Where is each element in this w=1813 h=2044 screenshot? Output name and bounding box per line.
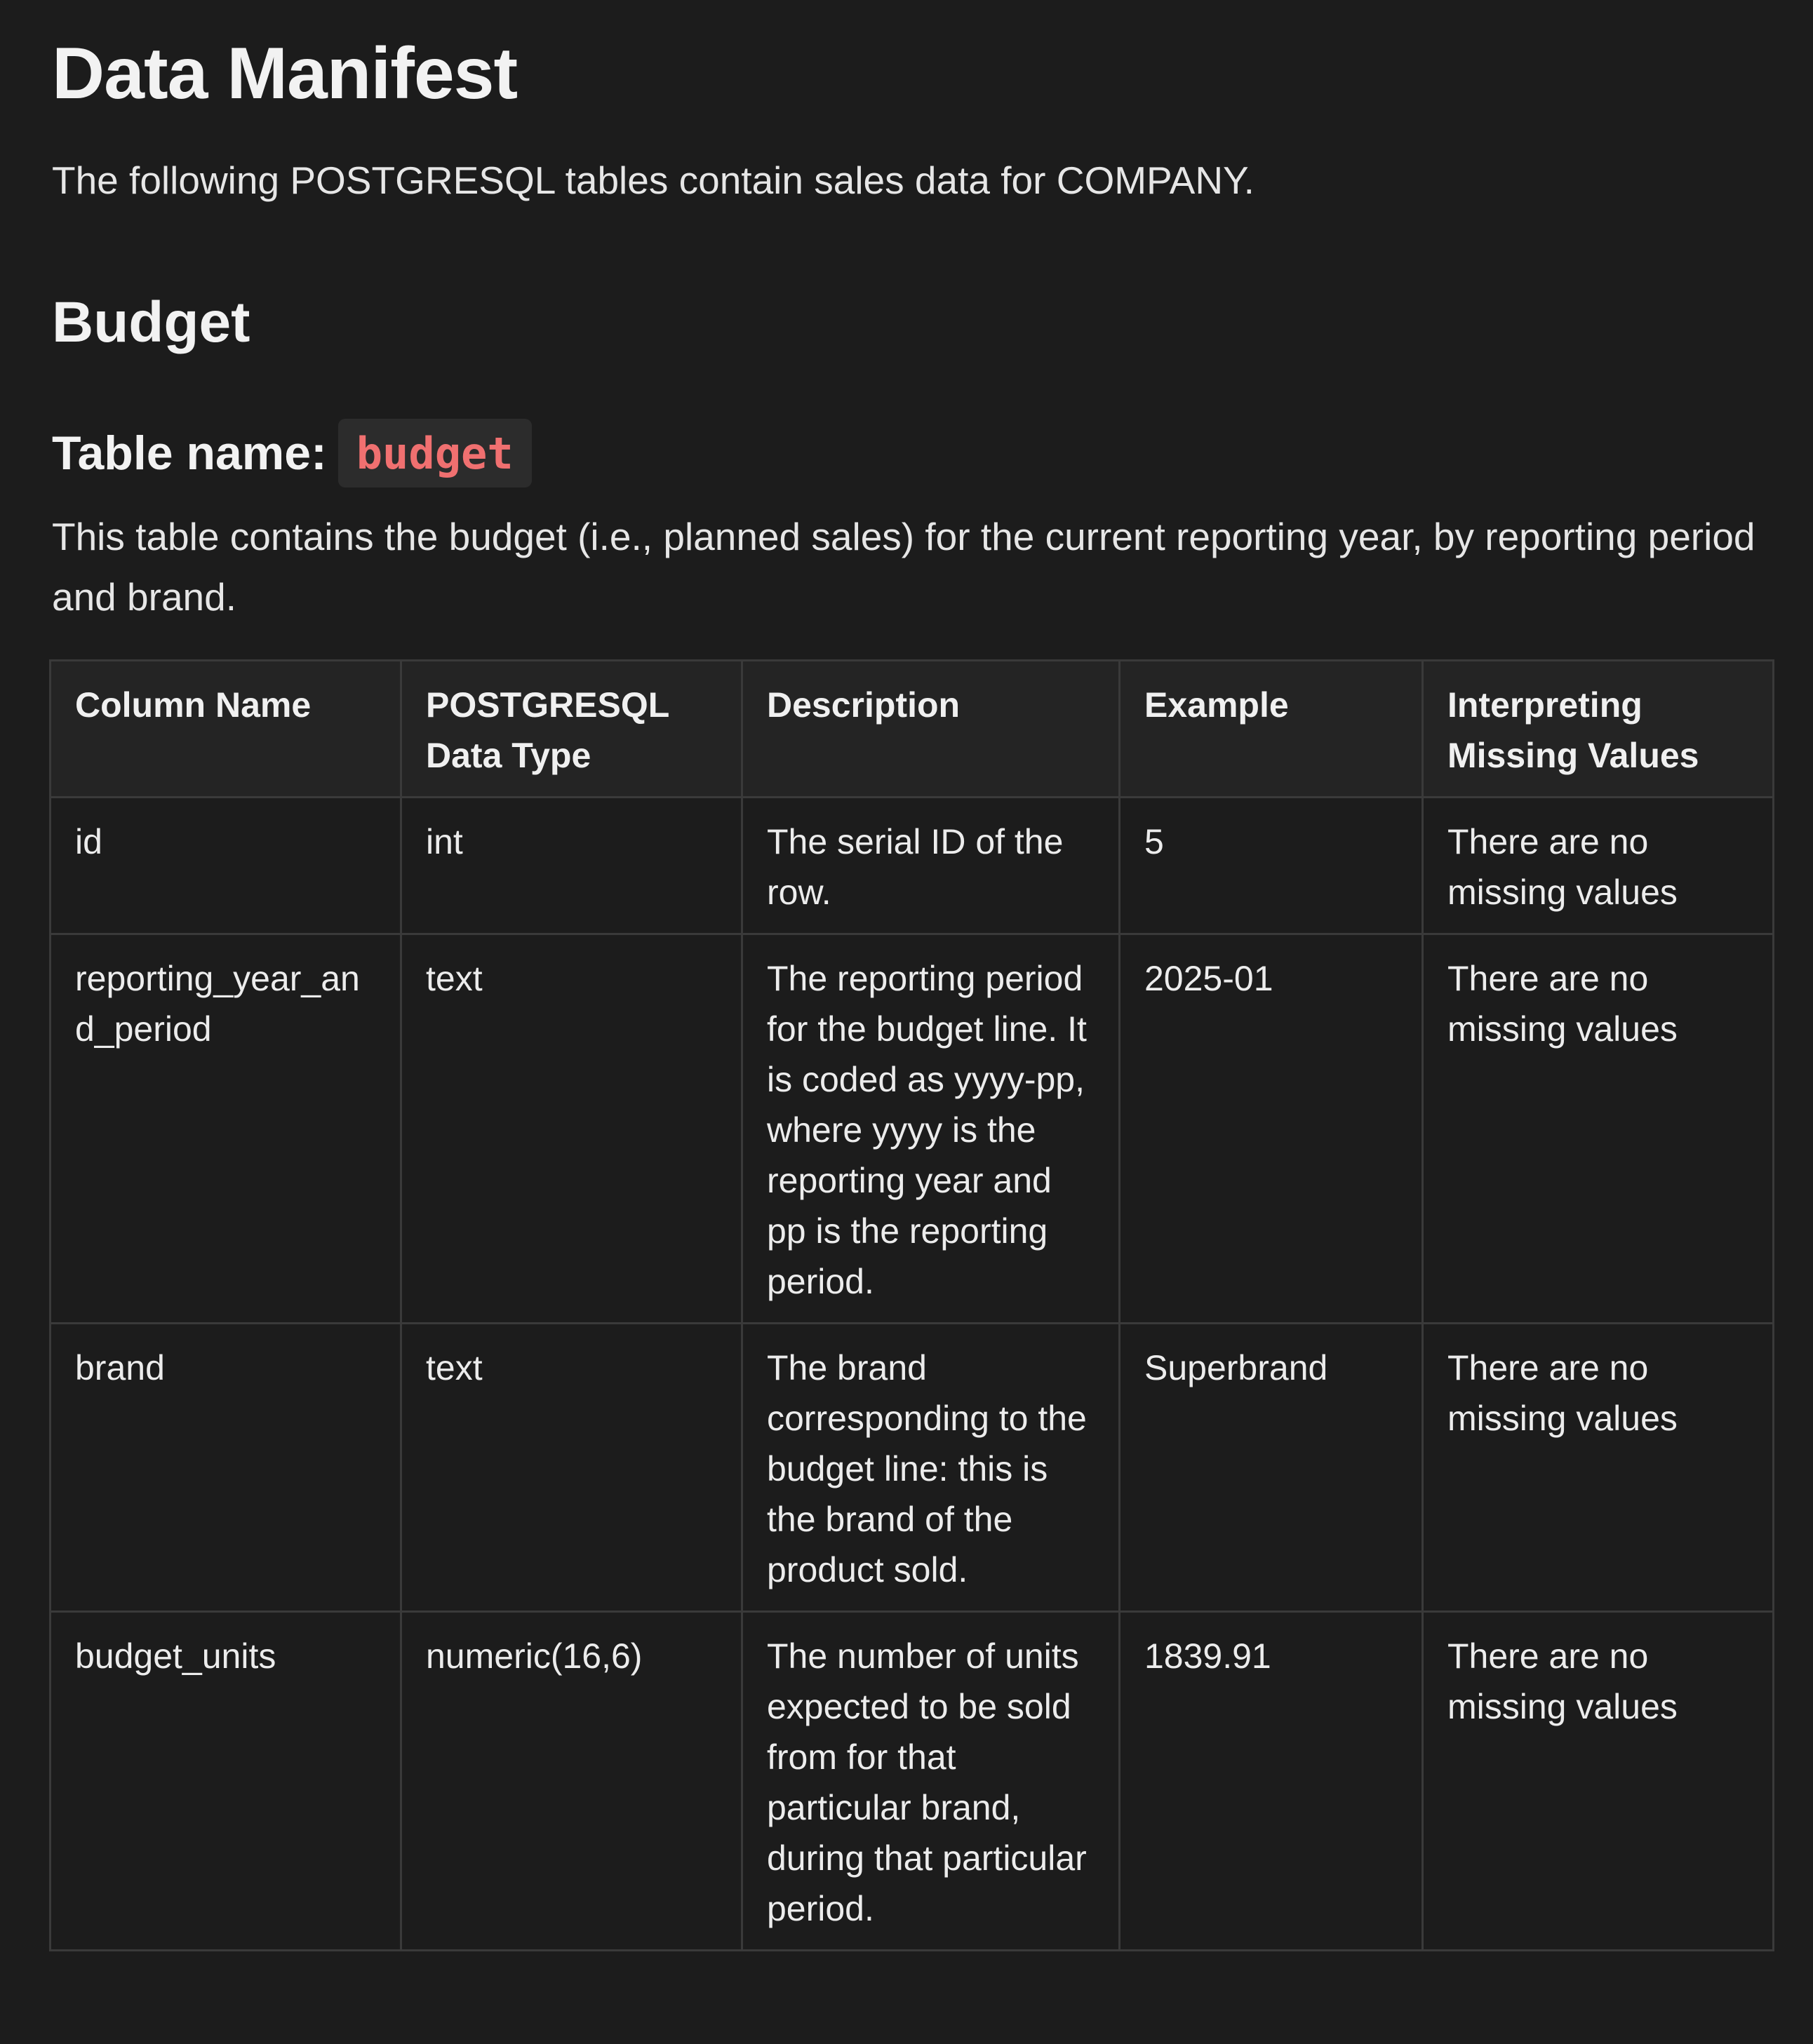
header-example: Example [1120,661,1423,798]
page-title: Data Manifest [52,33,518,114]
cell-example: 2025-01 [1120,934,1423,1324]
cell-data-type: text [401,1324,742,1612]
cell-missing-values: There are no missing values [1423,1324,1774,1612]
cell-description: The number of units expected to be sold from for that particular brand, during that particular period. [742,1612,1120,1951]
cell-example: 1839.91 [1120,1612,1423,1951]
section-title: Budget [52,290,250,354]
table-name-label: Table name: [52,426,327,480]
schema-table-body [51,798,1774,1951]
schema-table-header [51,661,1774,798]
table-name-heading [52,418,532,488]
header-data-type: POSTGRESQL Data Type [401,661,742,798]
cell-description: The reporting period for the budget line. It is coded as yyyy-pp, where yyyy is the reporting year and pp is the reporting period. [742,934,1120,1324]
schema-table [49,659,1774,1951]
cell-data-type: numeric(16,6) [401,1612,742,1951]
header-row [51,661,1774,798]
header-missing-values: Interpreting Missing Values [1423,661,1774,798]
cell-column-name: reporting_year_and_period [51,934,401,1324]
table-row [51,1612,1774,1951]
table-row [51,934,1774,1324]
cell-column-name: budget_units [51,1612,401,1951]
intro-paragraph: The following POSTGRESQL tables contain sales data for COMPANY. [52,159,1255,202]
cell-description: The serial ID of the row. [742,798,1120,934]
cell-description: The brand corresponding to the budget line: this is the brand of the product sold. [742,1324,1120,1612]
table-row [51,798,1774,934]
cell-data-type: int [401,798,742,934]
cell-example: 5 [1120,798,1423,934]
cell-column-name: brand [51,1324,401,1612]
cell-missing-values: There are no missing values [1423,1612,1774,1951]
header-column-name: Column Name [51,661,401,798]
cell-data-type: text [401,934,742,1324]
cell-missing-values: There are no missing values [1423,798,1774,934]
cell-missing-values: There are no missing values [1423,934,1774,1324]
header-description: Description [742,661,1120,798]
table-description: This table contains the budget (i.e., planned sales) for the current reporting year, by reporting period and brand. [52,515,1755,619]
table-name-code: budget [338,419,532,488]
cell-example: Superbrand [1120,1324,1423,1612]
table-row [51,1324,1774,1612]
cell-column-name: id [51,798,401,934]
